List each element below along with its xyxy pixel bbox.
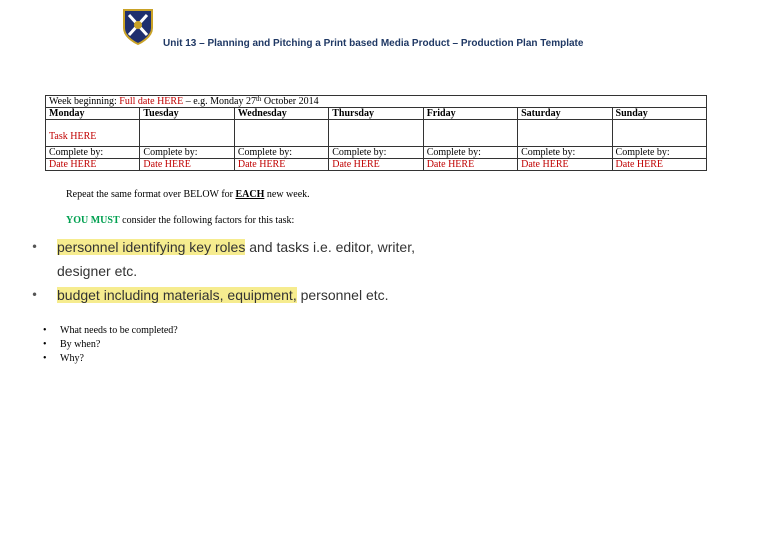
week-beginning-cell [46,96,707,108]
week-date-placeholder: Full date HERE [119,96,184,107]
repeat-instruction [66,189,310,200]
date-cell[interactable]: Date HERE [423,159,517,171]
must-bold: YOU MUST [66,215,120,226]
day-header: Friday [423,108,517,120]
task-cell[interactable] [423,120,517,147]
date-cell[interactable]: Date HERE [46,159,140,171]
complete-by-cell: Complete by: [46,147,140,159]
bullet-icon: • [43,353,47,364]
day-header: Monday [46,108,140,120]
task-cell[interactable] [518,120,612,147]
factor-text: and tasks i.e. editor, writer, [245,239,415,255]
repeat-each: EACH [235,189,265,200]
task-cell[interactable] [46,120,140,147]
complete-by-cell: Complete by: [234,147,328,159]
production-plan-table [45,95,707,171]
task-placeholder: Task HERE [49,131,97,142]
factor-highlight: budget including materials, equipment, [57,287,297,303]
school-crest-logo [121,8,155,46]
complete-by-cell: Complete by: [423,147,517,159]
task-row [46,120,707,147]
week-example-sup: th [255,95,262,103]
week-example-post: October 2014 [261,96,319,107]
question-text: Why? [60,353,84,364]
task-cell[interactable] [234,120,328,147]
date-cell[interactable]: Date HERE [140,159,234,171]
task-cell[interactable] [329,120,423,147]
day-header: Saturday [518,108,612,120]
week-beginning-row [46,96,707,108]
factor-text: personnel etc. [296,287,389,303]
question-text: What needs to be completed? [60,325,178,336]
factor-highlight: personnel identifying key roles [57,239,246,255]
date-cell[interactable]: Date HERE [329,159,423,171]
week-example-pre: – e.g. Monday 27 [183,96,256,107]
bullet-icon: • [43,339,47,350]
date-cell[interactable]: Date HERE [234,159,328,171]
must-consider-instruction [66,215,294,226]
date-cell[interactable]: Date HERE [612,159,706,171]
list-item [38,352,178,366]
task-cell[interactable] [612,120,706,147]
factor-item-budget [57,287,389,303]
day-header: Thursday [329,108,423,120]
task-cell[interactable] [140,120,234,147]
bullet-icon: • [31,240,39,254]
complete-by-cell: Complete by: [329,147,423,159]
bullet-icon: • [31,288,39,302]
complete-by-cell: Complete by: [518,147,612,159]
day-header: Tuesday [140,108,234,120]
date-row [46,159,707,171]
question-text: By when? [60,339,101,350]
date-cell[interactable]: Date HERE [518,159,612,171]
days-header-row [46,108,707,120]
must-rest: consider the following factors for this task: [119,215,295,226]
day-header: Wednesday [234,108,328,120]
repeat-pre: Repeat the same format over BELOW for [66,189,236,200]
questions-list [38,324,178,366]
list-item [38,338,178,352]
repeat-post: new week. [264,189,310,200]
day-header: Sunday [612,108,706,120]
complete-by-cell: Complete by: [612,147,706,159]
factor-item-personnel-line2: designer etc. [57,263,138,279]
document-title: Unit 13 – Planning and Pitching a Print based Media Product – Production Plan Template [163,38,584,49]
factor-item-personnel [57,239,415,255]
list-item [38,324,178,338]
bullet-icon: • [43,325,47,336]
week-label: Week beginning: [49,96,120,107]
complete-by-cell: Complete by: [140,147,234,159]
complete-by-row [46,147,707,159]
